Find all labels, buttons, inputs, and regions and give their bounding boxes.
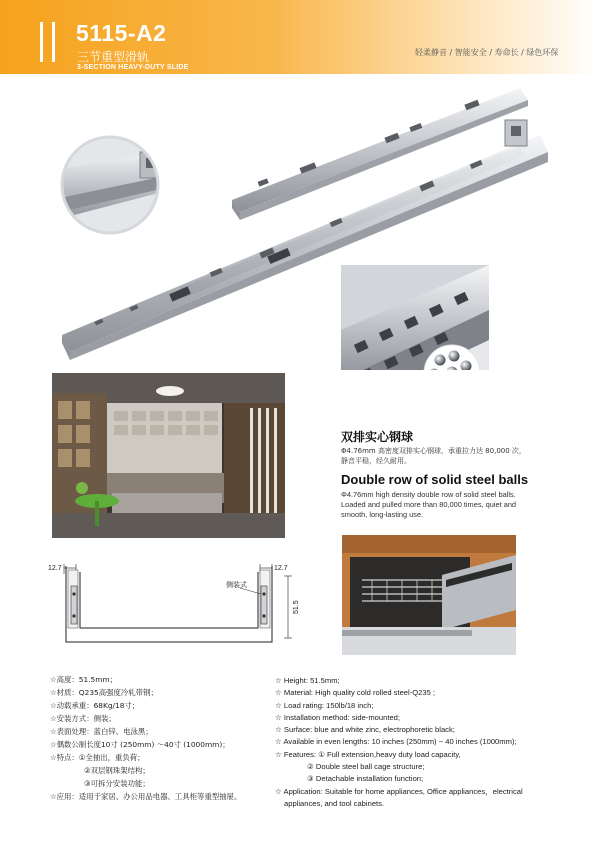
spec-material-en: ☆ Material: High quality cold rolled steel-Q235 ; [275,688,436,698]
spec-height-en: ☆ Height: 51.5mm; [275,676,340,685]
spec-features-cn-2: ②双层钢珠架结构； [84,766,150,775]
spec-features-cn: ☆特点：①全抽出，重负荷； [50,753,145,762]
zoom-detail-circle [55,137,170,233]
steel-ball-desc-cn: Φ4.76mm 高密度双排实心钢球，承重拉力达 80,000 次，静音平稳，经久耐用。 [341,447,526,465]
cross-section-diagram [40,556,308,656]
spec-install-en: ☆ Installation method: side-mounted; [275,712,401,722]
header-banner [0,0,600,74]
room-application-photo [52,373,285,538]
product-title-cn: 三节重型滑轨 [77,50,150,64]
steel-ball-title-en: Double row of solid steel balls [341,472,529,487]
spec-application-en-2: appliances, and tool cabinets. [284,798,385,808]
product-illustration [0,80,600,370]
spec-lengths-en: ☆ Available in even lengths: 10 inches (250mm) ~ 40 inches (1000mm); [275,737,517,747]
dimension-right: 12.7 [274,565,288,572]
spec-features-en-2: ② Double steel ball cage structure; [307,762,425,772]
spec-install-cn: ☆安装方式：侧装； [50,714,116,723]
oven-application-photo [342,535,516,655]
spec-load-cn: ☆动载承重：68Kg/18寸； [50,701,140,710]
spec-features-en-3: ③ Detachable installation function; [307,774,424,784]
spec-material-cn: ☆材质：Q235高强度冷轧带钢； [50,688,158,697]
spec-surface-en: ☆ Surface: blue and white zinc, electrophoretic black; [275,725,455,735]
spec-lengths-cn: ☆偶数公制长度10寸 (250mm) 〜40寸 (1000mm)； [50,740,230,749]
dimension-height: 51.5 [293,600,300,614]
product-title-en: 3-SECTION HEAVY-DUTY SLIDE [77,64,189,71]
slide-profile-right [261,586,267,624]
specs-chinese [50,673,275,803]
steel-ball-title-cn: 双排实心钢球 [341,430,414,444]
spec-features-cn-3: ③可拆分安装功能； [84,779,150,788]
specs-english [275,675,575,810]
slide-profile-left [71,586,77,624]
spec-height-cn: ☆高度：51.5mm； [50,675,118,684]
model-number: 5115-A2 [76,20,167,46]
slide-rail-upper [232,88,528,220]
spec-application-en: ☆ Application: Suitable for home appliances, Office appliances，electrical [275,786,523,796]
dimension-left: 12.7 [48,565,62,572]
steel-ball-desc-en: Φ4.76mm high density double row of solid steel balls. Loaded and pulled more than 80,000 times, quiet and smooth, long-lasting use. [341,490,517,519]
header-bar-decoration [52,22,55,62]
header-bar-decoration [40,22,43,62]
spec-load-en: ☆ Load rating: 150lb/18 inch; [275,700,374,710]
spec-application-cn: ☆应用：适用于家居、办公用品电器、工具柜等重型抽屉。 [50,792,242,801]
side-mount-label: 侧装式 [226,582,247,589]
spec-features-en: ☆ Features: ① Full extension,heavy duty load capacity, [275,749,461,759]
feature-tags: 轻柔静音 / 智能安全 / 寿命长 / 绿色环保 [415,48,559,57]
spec-surface-cn: ☆表面处理：蓝白锌、电泳黑； [50,727,153,736]
